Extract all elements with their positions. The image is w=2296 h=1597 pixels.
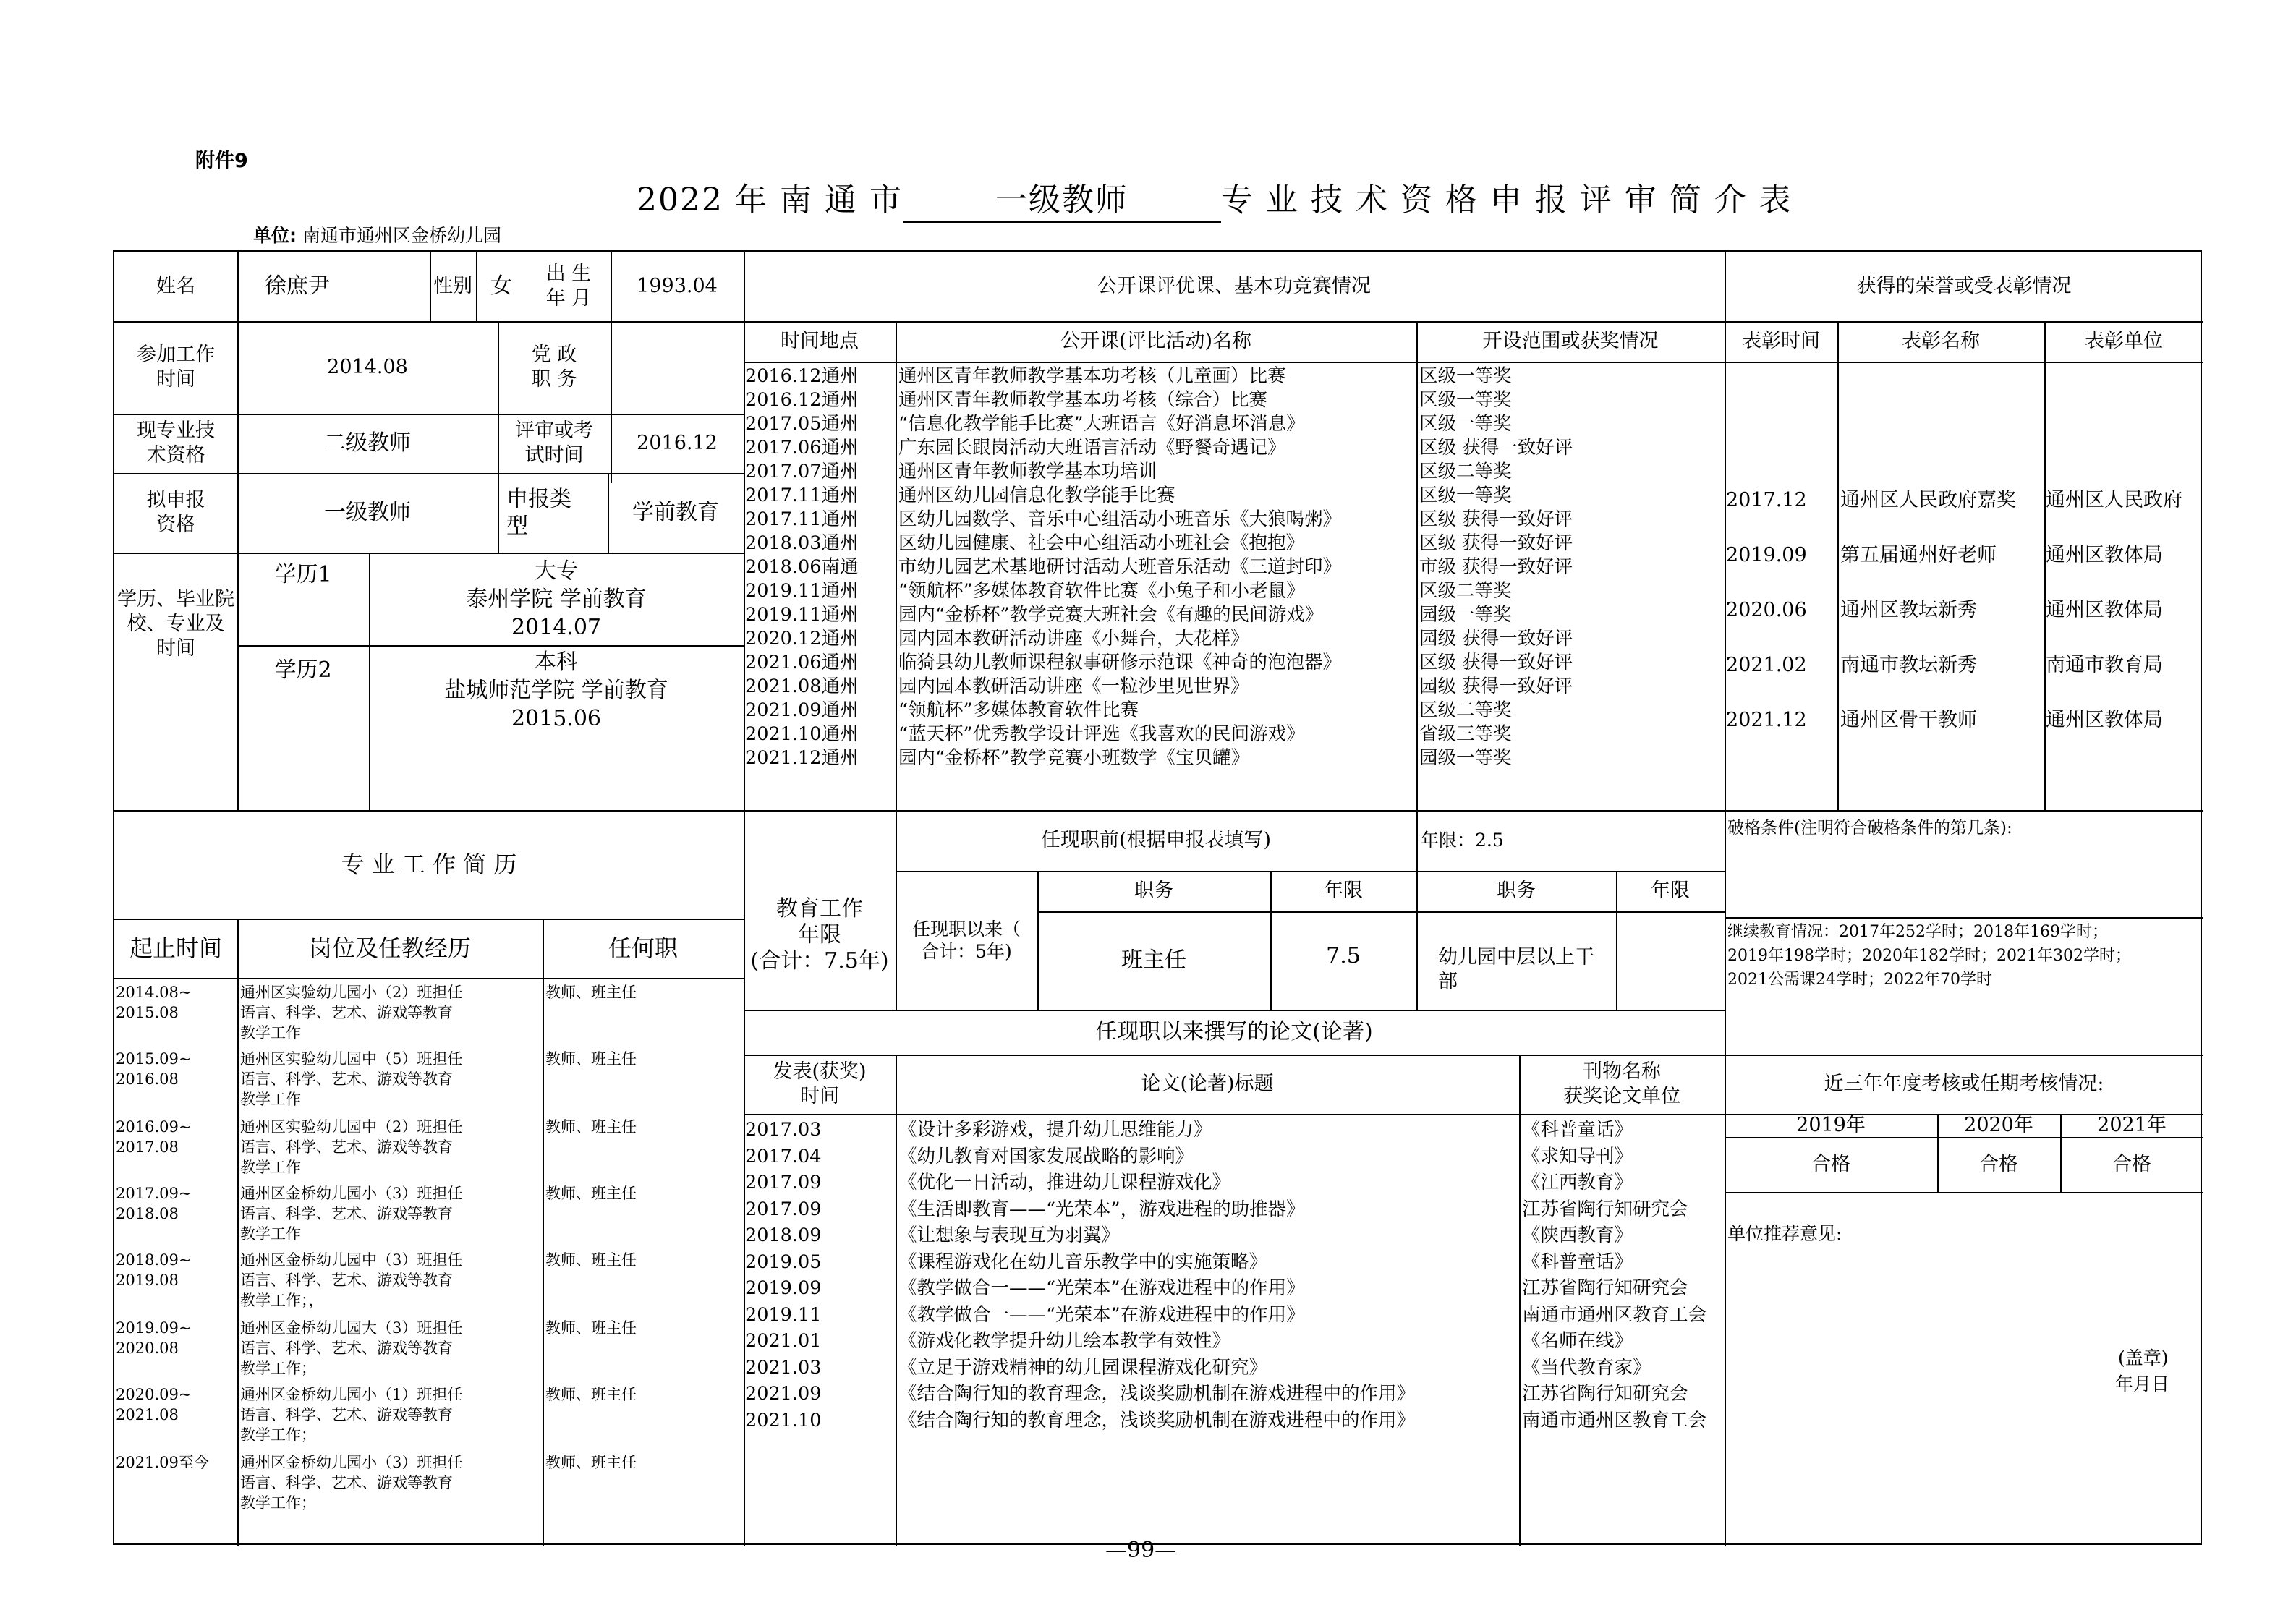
paper-time: 2018.09 — [745, 1225, 822, 1246]
contest-name: 市幼儿园艺术基地研讨活动大班音乐活动《三道封印》 — [898, 556, 1342, 578]
paper-time: 2017.09 — [745, 1198, 822, 1220]
col-years2: 年限 — [1651, 880, 1690, 903]
contest-time: 2019.11通州 — [745, 604, 859, 626]
contest-time: 2017.11通州 — [745, 485, 859, 506]
contest-time: 2017.11通州 — [745, 508, 859, 530]
gender-value: 女 — [490, 273, 512, 299]
paper-journal: 南通市通州区教育工会 — [1522, 1303, 1707, 1326]
paper-journal-list — [1522, 1117, 1723, 1434]
contest-result: 区级一等奖 — [1419, 413, 1512, 435]
page-title — [637, 174, 1793, 223]
name-value: 徐庶尹 — [265, 273, 330, 299]
paper-journal: 江苏省陶行知研究会 — [1522, 1383, 1688, 1405]
honor-unit: 通州区教体局 — [2046, 544, 2163, 566]
unit-line — [253, 221, 501, 247]
contest-name: “信息化教学能手比赛”大班语言《好消息坏消息》 — [898, 413, 1305, 435]
honor-unit: 通州区教体局 — [2046, 709, 2163, 731]
paper-time: 2017.03 — [745, 1119, 822, 1141]
contest-time: 2019.11通州 — [745, 580, 859, 602]
contest-result: 区级 获得一致好评 — [1419, 652, 1573, 673]
papers-col-title: 论文(论著)标题 — [1141, 1073, 1274, 1096]
contests-col-result: 开设范围或获奖情况 — [1482, 330, 1659, 353]
assessment-year: 2020年 — [1964, 1114, 2033, 1137]
honor-time: 2017.12 — [1726, 489, 1807, 511]
contest-name: 广东园长跟岗活动大班语言活动《野餐奇遇记》 — [898, 437, 1286, 459]
paper-time: 2017.09 — [745, 1172, 822, 1193]
paper-time: 2019.09 — [745, 1277, 822, 1299]
resume-job: 教师、班主任 — [545, 1050, 637, 1068]
paper-time: 2019.05 — [745, 1251, 822, 1273]
contest-name: “蓝天杯”优秀教学设计评选《我喜欢的民间游戏》 — [898, 723, 1305, 745]
resume-col-job: 任何职 — [608, 934, 678, 962]
honors-col-time: 表彰时间 — [1742, 330, 1820, 353]
contest-result: 园级 获得一致好评 — [1419, 676, 1573, 697]
contest-name: 通州区青年教师教学基本功考核（综合）比赛 — [898, 389, 1268, 411]
resume-post: 通州区金桥幼儿园小（3）班担任 语言、科学、艺术、游戏等教育 教学工作； — [240, 1454, 463, 1512]
paper-journal: 南通市通州区教育工会 — [1522, 1409, 1707, 1431]
col-post1: 职务 — [1134, 880, 1173, 903]
contest-time: 2017.05通州 — [745, 413, 859, 435]
honors-col-unit: 表彰单位 — [2085, 330, 2163, 353]
honor-unit: 通州区教体局 — [2046, 599, 2163, 621]
resume-post: 通州区实验幼儿园中（5）班担任 语言、科学、艺术、游戏等教育 教学工作 — [240, 1050, 463, 1108]
unit-value: 南通市通州区金桥幼儿园 — [302, 225, 501, 246]
resume-col-post: 岗位及任教经历 — [308, 934, 471, 962]
contest-result: 省级三等奖 — [1419, 723, 1512, 745]
contests-col-name: 公开课(评比活动)名称 — [1060, 330, 1252, 353]
contest-time: 2017.06通州 — [745, 437, 859, 459]
contest-result: 园级一等奖 — [1419, 604, 1512, 626]
papers-col-time: 发表(获奖) 时间 — [773, 1060, 867, 1107]
contest-time: 2020.12通州 — [745, 628, 859, 650]
paper-time: 2017.04 — [745, 1145, 822, 1167]
paper-journal: 《名师在线》 — [1522, 1330, 1633, 1352]
contest-time: 2018.06南通 — [745, 556, 859, 578]
paper-title: 《结合陶行知的教育理念，浅谈奖励机制在游戏进程中的作用》 — [898, 1409, 1416, 1431]
honor-time: 2021.02 — [1726, 654, 1807, 676]
assessment-result: 合格 — [2112, 1153, 2151, 1176]
honor-unit: 南通市教育局 — [2046, 654, 2163, 676]
title-year: 2022 年 南 通 市 — [637, 182, 903, 218]
before-years: 年限：2.5 — [1421, 830, 1504, 851]
honor-time: 2019.09 — [1726, 544, 1807, 566]
title-level: 一级教师 — [903, 174, 1221, 223]
apply-title-value: 一级教师 — [324, 500, 411, 526]
paper-journal: 《求知导刊》 — [1522, 1145, 1633, 1167]
years2-value — [1616, 911, 1725, 1010]
honor-name: 通州区人民政府嘉奖 — [1840, 489, 2016, 511]
current-title-value: 二级教师 — [324, 430, 411, 456]
honor-time: 2021.12 — [1726, 709, 1807, 731]
unit-label: 单位: — [253, 225, 297, 246]
paper-journal: 江苏省陶行知研究会 — [1522, 1198, 1688, 1220]
contests-col-time: 时间地点 — [781, 330, 859, 353]
resume-post: 通州区金桥幼儿园大（3）班担任 语言、科学、艺术、游戏等教育 教学工作； — [240, 1319, 463, 1377]
resume-time: 2018.09~ 2019.08 — [116, 1251, 192, 1289]
paper-title: 《设计多彩游戏，提升幼儿思维能力》 — [898, 1119, 1212, 1141]
work-start-label: 参加工作 时间 — [137, 344, 215, 391]
apply-title-label: 拟申报 资格 — [146, 489, 205, 536]
honor-unit-list — [2046, 473, 2202, 748]
paper-journal: 《科普童话》 — [1522, 1251, 1633, 1273]
birth-label: 出 生 年 月 — [545, 263, 592, 310]
paper-time: 2021.09 — [745, 1383, 822, 1405]
contest-time: 2018.03通州 — [745, 532, 859, 554]
col-years1: 年限 — [1324, 880, 1363, 903]
edu1-label: 学历1 — [274, 562, 332, 587]
resume-job: 教师、班主任 — [545, 1118, 637, 1136]
assessment-result: 合格 — [1811, 1153, 1850, 1176]
apply-type-value: 学前教育 — [632, 500, 719, 526]
contest-result: 区级二等奖 — [1419, 580, 1512, 602]
page-number: —99— — [1105, 1538, 1177, 1563]
resume-time: 2017.09~ 2018.08 — [116, 1185, 192, 1222]
contests-title: 公开课评优课、基本功竞赛情况 — [1097, 275, 1371, 298]
contest-name-list — [898, 365, 1415, 770]
contest-time: 2016.12通州 — [745, 389, 859, 411]
contest-name: “领航杯”多媒体教育软件比赛 — [898, 699, 1139, 721]
contest-time: 2016.12通州 — [745, 365, 859, 387]
resume-title: 专 业 工 作 简 历 — [341, 851, 517, 878]
paper-journal: 《当代教育家》 — [1522, 1356, 1651, 1379]
resume-time: 2014.08~ 2015.08 — [116, 984, 192, 1021]
assessment-year: 2019年 — [1796, 1114, 1866, 1137]
contest-name: 园内园本教研活动讲座《一粒沙里见世界》 — [898, 676, 1249, 697]
edu2-label: 学历2 — [274, 657, 332, 683]
paper-title: 《立足于游戏精神的幼儿园课程游戏化研究》 — [898, 1356, 1268, 1379]
work-start-value: 2014.08 — [327, 356, 408, 379]
contest-result: 区级一等奖 — [1419, 485, 1512, 506]
contest-result: 区级 获得一致好评 — [1419, 437, 1573, 459]
assessment-result: 合格 — [1979, 1153, 2018, 1176]
assessment-year: 2021年 — [2097, 1114, 2167, 1137]
review-time-label: 评审或考 试时间 — [515, 420, 593, 467]
contest-result: 区级 获得一致好评 — [1419, 532, 1573, 554]
contest-name: 通州区青年教师教学基本功考核（儿童画）比赛 — [898, 365, 1286, 387]
col-post2: 职务 — [1497, 880, 1536, 903]
honors-title: 获得的荣誉或受表彰情况 — [1856, 275, 2072, 298]
honor-name: 通州区教坛新秀 — [1840, 599, 1977, 621]
paper-title: 《课程游戏化在幼儿音乐教学中的实施策略》 — [898, 1251, 1268, 1273]
contest-name: 区幼儿园数学、音乐中心组活动小班音乐《大狼喝粥》 — [898, 508, 1342, 530]
paper-title-list — [898, 1117, 1518, 1434]
date-label: 年月日 — [2115, 1374, 2170, 1394]
papers-col-journal: 刊物名称 获奖论文单位 — [1563, 1060, 1680, 1107]
resume-time: 2021.09至今 — [116, 1454, 209, 1471]
continuing-text: 继续教育情况：2017年252学时；2018年169学时； 2019年198学时；2020年182学时；2021年302学时； 2021公需课24学时；2022年70学时 — [1727, 923, 2131, 989]
paper-title: 《让想象与表现互为羽翼》 — [898, 1225, 1121, 1246]
resume-time: 2019.09~ 2020.08 — [116, 1319, 192, 1357]
honor-name: 通州区骨干教师 — [1840, 709, 1977, 731]
resume-post: 通州区金桥幼儿园小（3）班担任 语言、科学、艺术、游戏等教育 教学工作 — [240, 1185, 463, 1243]
contest-name: 通州区青年教师教学基本功培训 — [898, 461, 1157, 482]
resume-job: 教师、班主任 — [545, 1386, 637, 1403]
resume-col-time: 起止时间 — [129, 934, 222, 962]
review-time-value: 2016.12 — [637, 432, 718, 455]
honor-unit: 通州区人民政府 — [2046, 489, 2182, 511]
paper-title: 《生活即教育——“光荣本”，游戏进程的助推器》 — [898, 1198, 1305, 1220]
special-label: 破格条件(注明符合破格条件的第几条): — [1727, 819, 2012, 838]
contest-result-list — [1419, 365, 1723, 770]
contest-name: 区幼儿园健康、社会中心组活动小班社会《抱抱》 — [898, 532, 1305, 554]
resume-time: 2015.09~ 2016.08 — [116, 1050, 192, 1088]
honor-name: 第五届通州好老师 — [1840, 544, 1997, 566]
contest-time: 2021.06通州 — [745, 652, 859, 673]
birth-value: 1993.04 — [637, 275, 718, 298]
education-label: 学历、毕业院 校、专业及 时间 — [117, 588, 234, 660]
contest-result: 区级二等奖 — [1419, 699, 1512, 721]
title-suffix: 专 业 技 术 资 格 申 报 评 审 简 介 表 — [1220, 182, 1793, 218]
paper-journal: 《科普童话》 — [1522, 1119, 1633, 1141]
contest-name: 通州区幼儿园信息化教学能手比赛 — [898, 485, 1175, 506]
honor-name: 南通市教坛新秀 — [1840, 654, 1977, 676]
resume-post: 通州区金桥幼儿园中（3）班担任 语言、科学、艺术、游戏等教育 教学工作；， — [240, 1251, 463, 1309]
contest-time-list — [745, 365, 894, 770]
paper-title: 《教学做合一——“光荣本”在游戏进程中的作用》 — [898, 1303, 1305, 1326]
resume-post: 通州区实验幼儿园小（2）班担任 语言、科学、艺术、游戏等教育 教学工作 — [240, 984, 463, 1042]
contest-name: 园内“金桥杯”教学竞赛大班社会《有趣的民间游戏》 — [898, 604, 1324, 626]
contest-time: 2017.07通州 — [745, 461, 859, 482]
contest-name: 临猗县幼儿教师课程叙事研修示范课《神奇的泡泡器》 — [898, 652, 1342, 673]
post1-value: 班主任 — [1121, 947, 1186, 974]
papers-title: 任现职以来撰写的论文(论著) — [1095, 1019, 1373, 1045]
paper-time: 2019.11 — [745, 1303, 822, 1326]
resume-job: 教师、班主任 — [545, 1454, 637, 1471]
paper-journal: 《江西教育》 — [1522, 1172, 1633, 1193]
contest-time: 2021.10通州 — [745, 723, 859, 745]
post2-value: 幼儿园中层以上干 部 — [1438, 946, 1594, 993]
recommendation-label: 单位推荐意见: — [1727, 1223, 1842, 1244]
paper-time-list — [745, 1117, 894, 1434]
paper-journal: 《陕西教育》 — [1522, 1225, 1633, 1246]
paper-time: 2021.03 — [745, 1356, 822, 1379]
contest-result: 园级一等奖 — [1419, 747, 1512, 769]
party-value — [611, 321, 744, 414]
contest-time: 2021.12通州 — [745, 747, 859, 769]
apply-type-label: 申报类 型 — [506, 486, 571, 539]
paper-title: 《教学做合一——“光荣本”在游戏进程中的作用》 — [898, 1277, 1305, 1299]
contest-time: 2021.09通州 — [745, 699, 859, 721]
paper-title: 《优化一日活动，推进幼儿课程游戏化》 — [898, 1172, 1231, 1193]
edu2-value: 本科 盐城师范学院 学前教育 2015.06 — [444, 650, 668, 731]
resume-job: 教师、班主任 — [545, 1319, 637, 1337]
contest-result: 园级 获得一致好评 — [1419, 628, 1573, 650]
contest-time: 2021.08通州 — [745, 676, 859, 697]
years1-value: 7.5 — [1326, 943, 1361, 969]
current-title-label: 现专业技 术资格 — [137, 420, 215, 467]
paper-title: 《幼儿教育对国家发展战略的影响》 — [898, 1145, 1194, 1167]
contest-name: 园内园本教研活动讲座《小舞台，大花样》 — [898, 628, 1249, 650]
contest-result: 市级 获得一致好评 — [1419, 556, 1573, 578]
resume-post: 通州区实验幼儿园中（2）班担任 语言、科学、艺术、游戏等教育 教学工作 — [240, 1118, 463, 1176]
paper-title: 《结合陶行知的教育理念，浅谈奖励机制在游戏进程中的作用》 — [898, 1383, 1416, 1405]
paper-time: 2021.10 — [745, 1409, 822, 1431]
honor-time-list — [1726, 473, 1836, 748]
resume-time: 2016.09~ 2017.08 — [116, 1118, 192, 1156]
edu-years-label: 教育工作 年限 (合计：7.5年) — [750, 896, 889, 974]
paper-title: 《游戏化教学提升幼儿绘本教学有效性》 — [898, 1330, 1231, 1352]
paper-time: 2021.01 — [745, 1330, 822, 1352]
contest-result: 区级二等奖 — [1419, 461, 1512, 482]
resume-job: 教师、班主任 — [545, 984, 637, 1001]
resume-post: 通州区金桥幼儿园小（1）班担任 语言、科学、艺术、游戏等教育 教学工作； — [240, 1386, 463, 1444]
contest-name: “领航杯”多媒体教育软件比赛《小兔子和小老鼠》 — [898, 580, 1305, 602]
contest-result: 区级一等奖 — [1419, 389, 1512, 411]
contest-result: 区级 获得一致好评 — [1419, 508, 1573, 530]
paper-journal: 江苏省陶行知研究会 — [1522, 1277, 1688, 1299]
party-label: 党 政 职 务 — [531, 344, 577, 391]
name-label: 姓名 — [156, 275, 195, 298]
resume-job: 教师、班主任 — [545, 1251, 637, 1269]
resume-job: 教师、班主任 — [545, 1185, 637, 1202]
honors-col-name: 表彰名称 — [1902, 330, 1980, 353]
since-label: 任现职以来（ 合计：5年) — [911, 918, 1021, 962]
honor-name-list — [1840, 473, 2043, 748]
annex-label: 附件9 — [195, 150, 248, 172]
edu1-value: 大专 泰州学院 学前教育 2014.07 — [466, 558, 647, 640]
application-form — [113, 250, 2202, 1545]
contest-result: 区级一等奖 — [1419, 365, 1512, 387]
resume-time: 2020.09~ 2021.08 — [116, 1386, 192, 1423]
before-label: 任现职前(根据申报表填写) — [1040, 829, 1272, 852]
assessment-label: 近三年年度考核或任期考核情况: — [1824, 1073, 2104, 1096]
honor-time: 2020.06 — [1726, 599, 1807, 621]
gender-label: 性别 — [433, 275, 472, 298]
seal-label: (盖章) — [2118, 1347, 2169, 1368]
contest-name: 园内“金桥杯”教学竞赛小班数学《宝贝罐》 — [898, 747, 1250, 769]
